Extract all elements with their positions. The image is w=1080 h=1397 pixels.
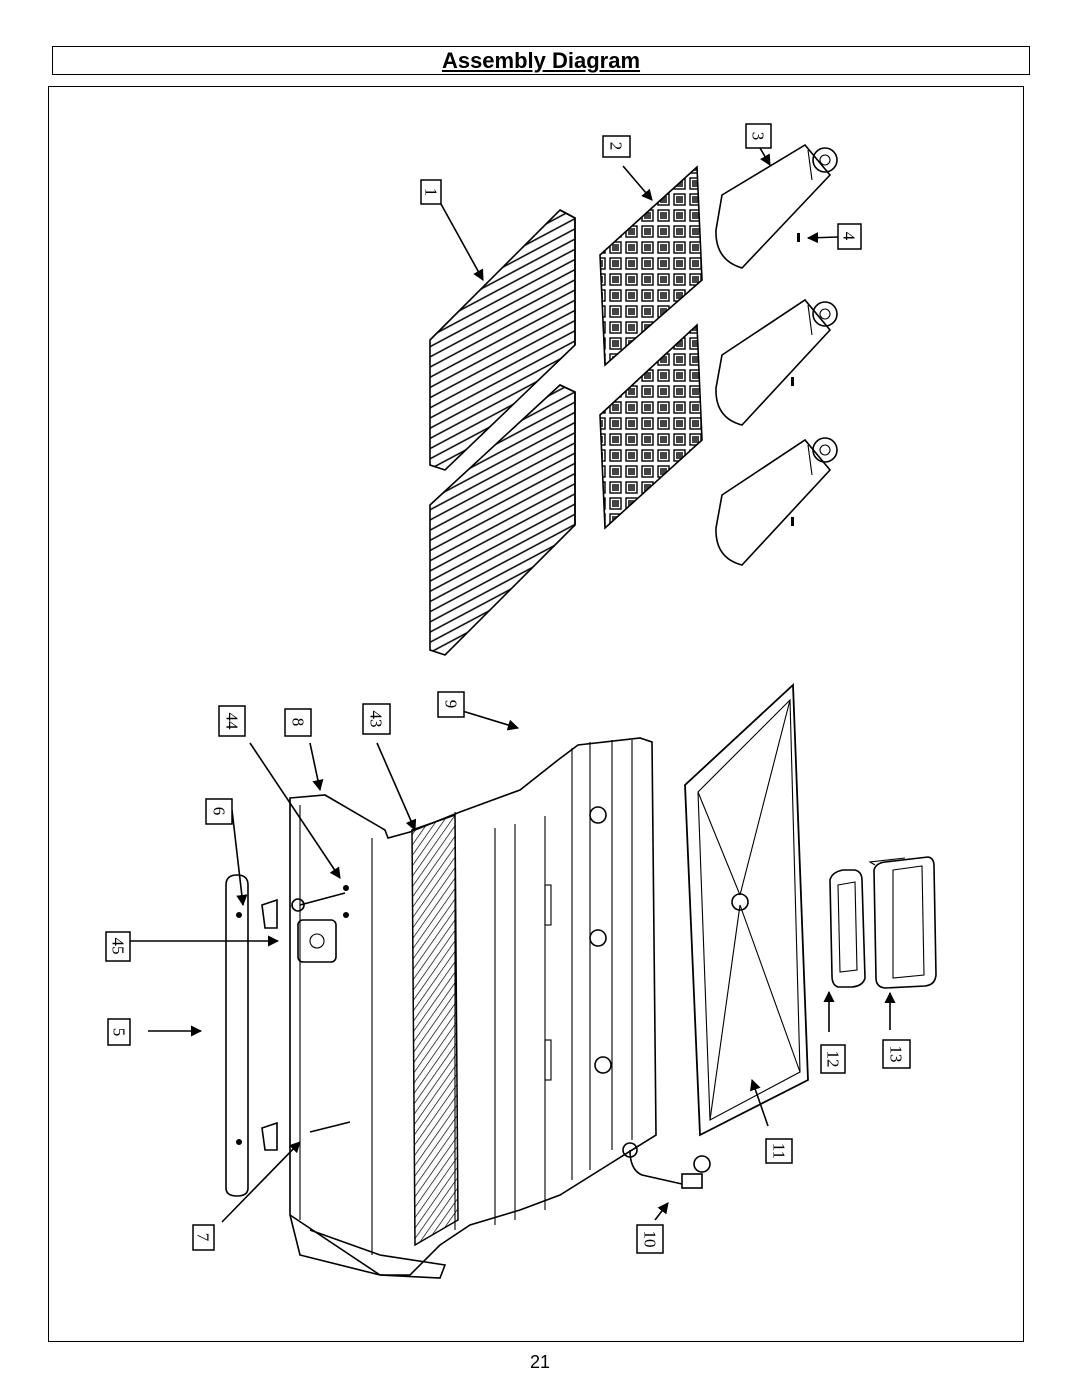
- callout-label: 43: [366, 710, 386, 728]
- callout-label: 44: [222, 712, 242, 730]
- ignitor-valve-line: [623, 1143, 710, 1188]
- callout-5: [108, 1019, 130, 1045]
- callout-13: [883, 1040, 910, 1068]
- callout-label: 11: [769, 1142, 789, 1160]
- mounting-plate: [298, 920, 336, 962]
- control-valve-knobs: [545, 807, 611, 1080]
- callout-6: [206, 799, 232, 824]
- firebox-body: [290, 738, 656, 1278]
- callout-43: [363, 704, 390, 734]
- callout-4: [838, 224, 861, 249]
- callout-label: 9: [441, 699, 461, 709]
- page-number: 21: [529, 1352, 551, 1372]
- grease-cup-holder: [870, 857, 936, 988]
- callout-label: 3: [748, 131, 768, 141]
- callout-9: [438, 692, 464, 717]
- callout-label: 12: [823, 1050, 843, 1068]
- heat-tent-1: [716, 145, 837, 268]
- callout-label: 6: [209, 806, 229, 816]
- handle-tube: [226, 875, 277, 1196]
- callout-label: 45: [108, 937, 128, 955]
- callout-label: 5: [109, 1027, 129, 1037]
- callout-11: [766, 1139, 792, 1163]
- callout-label: 1: [421, 187, 441, 197]
- drip-tray: [685, 685, 808, 1135]
- callout-label: 13: [886, 1045, 906, 1063]
- callout-44: [219, 706, 245, 736]
- callout-label: 2: [606, 141, 626, 151]
- heat-shield-hatched: [412, 815, 458, 1245]
- callout-label: 7: [193, 1232, 213, 1242]
- heat-tent-2: [716, 300, 837, 425]
- callout-45: [106, 932, 130, 961]
- grease-cup-liner: [830, 870, 865, 987]
- callout-8: [285, 709, 311, 736]
- callout-1: [421, 180, 441, 204]
- callout-3: [746, 124, 771, 148]
- mounting-bolts: [292, 885, 350, 1132]
- callout-12: [821, 1045, 845, 1073]
- heat-tent-3: [716, 438, 837, 565]
- callout-7: [193, 1225, 214, 1250]
- callout-label: 4: [839, 231, 859, 241]
- callout-2: [603, 136, 630, 157]
- callout-label: 10: [640, 1230, 660, 1248]
- page-title: Assembly Diagram: [441, 48, 641, 73]
- callout-label: 8: [288, 717, 308, 727]
- tent-screws: [791, 233, 800, 526]
- callout-10: [637, 1225, 663, 1253]
